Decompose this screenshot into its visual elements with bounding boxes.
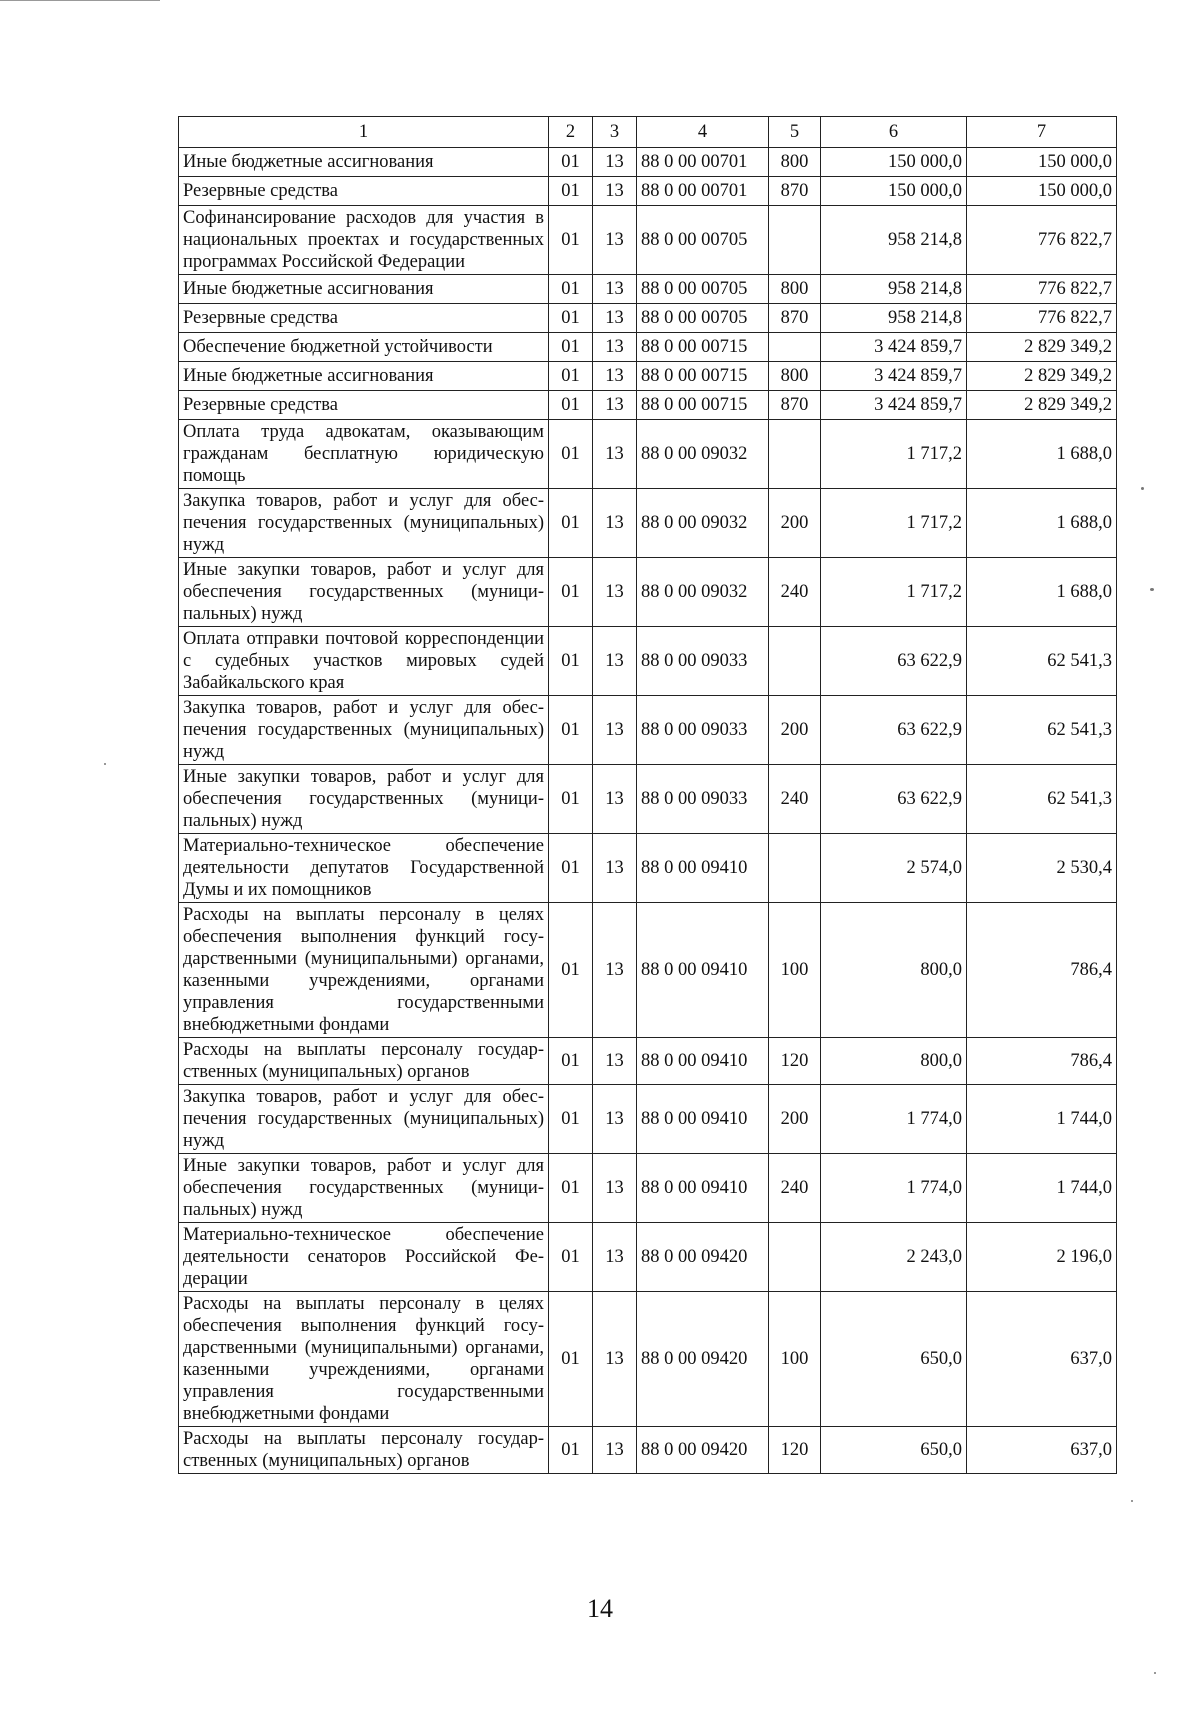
row-expense-type: 870 bbox=[769, 304, 821, 333]
row-amount-year2: 2 829 349,2 bbox=[967, 391, 1117, 420]
row-amount-year1: 800,0 bbox=[821, 903, 967, 1038]
row-name: Закупка товаров, работ и услуг для обеспечения государственных (муниципальных) нужд bbox=[179, 696, 549, 765]
table-row bbox=[179, 627, 1117, 696]
row-amount-year2: 62 541,3 bbox=[967, 627, 1117, 696]
row-amount-year2: 2 829 349,2 bbox=[967, 333, 1117, 362]
row-expense-type bbox=[769, 206, 821, 275]
row-section: 01 bbox=[549, 1427, 593, 1474]
table-row bbox=[179, 1223, 1117, 1292]
header-col-4: 4 bbox=[637, 117, 769, 148]
row-amount-year2: 2 530,4 bbox=[967, 834, 1117, 903]
row-amount-year1: 958 214,8 bbox=[821, 206, 967, 275]
row-section: 01 bbox=[549, 489, 593, 558]
scan-speck bbox=[104, 763, 106, 765]
table-row bbox=[179, 1085, 1117, 1154]
row-section: 01 bbox=[549, 1223, 593, 1292]
row-amount-year1: 800,0 bbox=[821, 1038, 967, 1085]
row-subsection: 13 bbox=[593, 362, 637, 391]
row-amount-year1: 3 424 859,7 bbox=[821, 391, 967, 420]
row-target-article: 88 0 00 09420 bbox=[637, 1292, 769, 1427]
row-name: Расходы на выплаты персоналу в целях обеспечения выполнения функций государственными (муниципальными) органами, казенными учреждениями, органами управления государственными внебюджетными фондами bbox=[179, 1292, 549, 1427]
row-subsection: 13 bbox=[593, 1427, 637, 1474]
table-row bbox=[179, 391, 1117, 420]
row-target-article: 88 0 00 00715 bbox=[637, 333, 769, 362]
row-target-article: 88 0 00 00705 bbox=[637, 206, 769, 275]
row-section: 01 bbox=[549, 206, 593, 275]
table-row bbox=[179, 333, 1117, 362]
row-expense-type bbox=[769, 333, 821, 362]
row-name: Софинансирование расходов для участия в национальных проектах и государственных программах Российской Федерации bbox=[179, 206, 549, 275]
row-subsection: 13 bbox=[593, 1292, 637, 1427]
row-name: Расходы на выплаты персоналу государственных (муниципальных) органов bbox=[179, 1427, 549, 1474]
row-expense-type bbox=[769, 1223, 821, 1292]
row-section: 01 bbox=[549, 1085, 593, 1154]
row-subsection: 13 bbox=[593, 1038, 637, 1085]
table-row bbox=[179, 148, 1117, 177]
scan-speck bbox=[1131, 1500, 1133, 1502]
row-name: Иные закупки товаров, работ и услуг для обеспечения государственных (муниципальных) нужд bbox=[179, 558, 549, 627]
row-section: 01 bbox=[549, 1038, 593, 1085]
row-name: Расходы на выплаты персоналу государственных (муниципальных) органов bbox=[179, 1038, 549, 1085]
row-amount-year2: 62 541,3 bbox=[967, 696, 1117, 765]
row-expense-type: 200 bbox=[769, 696, 821, 765]
row-section: 01 bbox=[549, 834, 593, 903]
header-col-2: 2 bbox=[549, 117, 593, 148]
row-section: 01 bbox=[549, 304, 593, 333]
table-row bbox=[179, 304, 1117, 333]
row-subsection: 13 bbox=[593, 627, 637, 696]
row-amount-year2: 2 196,0 bbox=[967, 1223, 1117, 1292]
row-amount-year1: 958 214,8 bbox=[821, 304, 967, 333]
row-target-article: 88 0 00 09032 bbox=[637, 489, 769, 558]
row-amount-year2: 637,0 bbox=[967, 1427, 1117, 1474]
header-col-5: 5 bbox=[769, 117, 821, 148]
row-name: Оплата отправки почтовой корреспонденции с судебных участков мировых судей Забайкальского края bbox=[179, 627, 549, 696]
row-name: Резервные средства bbox=[179, 304, 549, 333]
row-target-article: 88 0 00 09033 bbox=[637, 627, 769, 696]
row-target-article: 88 0 00 00715 bbox=[637, 362, 769, 391]
row-target-article: 88 0 00 09410 bbox=[637, 1038, 769, 1085]
row-target-article: 88 0 00 09032 bbox=[637, 420, 769, 489]
row-expense-type: 800 bbox=[769, 148, 821, 177]
table-row bbox=[179, 489, 1117, 558]
row-amount-year2: 1 688,0 bbox=[967, 558, 1117, 627]
row-name: Материально-техническое обеспечение деятельности депутатов Государственной Думы и их помощников bbox=[179, 834, 549, 903]
table-row bbox=[179, 834, 1117, 903]
row-expense-type bbox=[769, 420, 821, 489]
row-subsection: 13 bbox=[593, 206, 637, 275]
row-amount-year1: 150 000,0 bbox=[821, 177, 967, 206]
row-name: Иные закупки товаров, работ и услуг для обеспечения государственных (муниципальных) нужд bbox=[179, 765, 549, 834]
row-target-article: 88 0 00 00715 bbox=[637, 391, 769, 420]
row-amount-year1: 63 622,9 bbox=[821, 765, 967, 834]
row-name: Закупка товаров, работ и услуг для обеспечения государственных (муниципальных) нужд bbox=[179, 1085, 549, 1154]
row-amount-year1: 958 214,8 bbox=[821, 275, 967, 304]
row-subsection: 13 bbox=[593, 1154, 637, 1223]
row-amount-year2: 776 822,7 bbox=[967, 206, 1117, 275]
table-row bbox=[179, 1154, 1117, 1223]
row-expense-type: 800 bbox=[769, 275, 821, 304]
row-target-article: 88 0 00 09410 bbox=[637, 1154, 769, 1223]
table-row bbox=[179, 558, 1117, 627]
row-target-article: 88 0 00 09033 bbox=[637, 696, 769, 765]
row-target-article: 88 0 00 00705 bbox=[637, 275, 769, 304]
row-subsection: 13 bbox=[593, 391, 637, 420]
row-section: 01 bbox=[549, 362, 593, 391]
row-expense-type: 240 bbox=[769, 765, 821, 834]
row-amount-year2: 2 829 349,2 bbox=[967, 362, 1117, 391]
table-row bbox=[179, 903, 1117, 1038]
table-row bbox=[179, 275, 1117, 304]
row-subsection: 13 bbox=[593, 148, 637, 177]
row-amount-year2: 776 822,7 bbox=[967, 275, 1117, 304]
table-body bbox=[179, 148, 1117, 1474]
row-amount-year1: 2 243,0 bbox=[821, 1223, 967, 1292]
row-subsection: 13 bbox=[593, 275, 637, 304]
row-expense-type: 100 bbox=[769, 1292, 821, 1427]
row-subsection: 13 bbox=[593, 1223, 637, 1292]
row-subsection: 13 bbox=[593, 489, 637, 558]
row-amount-year1: 2 574,0 bbox=[821, 834, 967, 903]
row-expense-type: 120 bbox=[769, 1038, 821, 1085]
budget-table bbox=[178, 116, 1117, 1474]
row-amount-year2: 1 744,0 bbox=[967, 1085, 1117, 1154]
row-expense-type: 800 bbox=[769, 362, 821, 391]
row-amount-year2: 150 000,0 bbox=[967, 148, 1117, 177]
scan-speck bbox=[1141, 487, 1144, 490]
row-amount-year1: 1 774,0 bbox=[821, 1154, 967, 1223]
row-name: Резервные средства bbox=[179, 177, 549, 206]
row-section: 01 bbox=[549, 1154, 593, 1223]
row-name: Резервные средства bbox=[179, 391, 549, 420]
table-row bbox=[179, 765, 1117, 834]
row-target-article: 88 0 00 00701 bbox=[637, 148, 769, 177]
row-amount-year2: 786,4 bbox=[967, 903, 1117, 1038]
table-row bbox=[179, 206, 1117, 275]
row-expense-type: 240 bbox=[769, 1154, 821, 1223]
row-target-article: 88 0 00 09410 bbox=[637, 903, 769, 1038]
header-col-1: 1 bbox=[179, 117, 549, 148]
header-col-3: 3 bbox=[593, 117, 637, 148]
row-section: 01 bbox=[549, 558, 593, 627]
table-row bbox=[179, 1427, 1117, 1474]
row-subsection: 13 bbox=[593, 333, 637, 362]
row-amount-year2: 786,4 bbox=[967, 1038, 1117, 1085]
budget-table-container bbox=[178, 116, 1116, 1474]
row-name: Материально-техническое обеспечение деятельности сенаторов Российской Федерации bbox=[179, 1223, 549, 1292]
row-amount-year1: 1 774,0 bbox=[821, 1085, 967, 1154]
row-amount-year2: 776 822,7 bbox=[967, 304, 1117, 333]
table-row bbox=[179, 420, 1117, 489]
scan-speck bbox=[1154, 1672, 1156, 1674]
row-section: 01 bbox=[549, 765, 593, 834]
row-subsection: 13 bbox=[593, 903, 637, 1038]
row-expense-type: 240 bbox=[769, 558, 821, 627]
row-subsection: 13 bbox=[593, 696, 637, 765]
row-section: 01 bbox=[549, 275, 593, 304]
row-section: 01 bbox=[549, 903, 593, 1038]
row-amount-year1: 3 424 859,7 bbox=[821, 333, 967, 362]
table-row bbox=[179, 177, 1117, 206]
row-amount-year1: 63 622,9 bbox=[821, 627, 967, 696]
row-section: 01 bbox=[549, 333, 593, 362]
row-name: Иные бюджетные ассигнования bbox=[179, 362, 549, 391]
row-target-article: 88 0 00 09420 bbox=[637, 1223, 769, 1292]
row-section: 01 bbox=[549, 177, 593, 206]
row-amount-year1: 150 000,0 bbox=[821, 148, 967, 177]
row-amount-year2: 1 688,0 bbox=[967, 420, 1117, 489]
row-target-article: 88 0 00 00701 bbox=[637, 177, 769, 206]
row-section: 01 bbox=[549, 696, 593, 765]
row-target-article: 88 0 00 09032 bbox=[637, 558, 769, 627]
row-target-article: 88 0 00 00705 bbox=[637, 304, 769, 333]
row-name: Иные закупки товаров, работ и услуг для обеспечения государственных (муниципальных) нужд bbox=[179, 1154, 549, 1223]
row-amount-year2: 1 688,0 bbox=[967, 489, 1117, 558]
row-target-article: 88 0 00 09033 bbox=[637, 765, 769, 834]
scan-speck bbox=[1150, 588, 1154, 591]
row-target-article: 88 0 00 09410 bbox=[637, 834, 769, 903]
row-amount-year2: 150 000,0 bbox=[967, 177, 1117, 206]
row-section: 01 bbox=[549, 148, 593, 177]
row-amount-year1: 650,0 bbox=[821, 1292, 967, 1427]
row-expense-type: 200 bbox=[769, 1085, 821, 1154]
row-expense-type: 200 bbox=[769, 489, 821, 558]
row-subsection: 13 bbox=[593, 420, 637, 489]
table-header-row bbox=[179, 117, 1117, 148]
row-amount-year1: 1 717,2 bbox=[821, 489, 967, 558]
row-amount-year1: 1 717,2 bbox=[821, 558, 967, 627]
row-expense-type: 870 bbox=[769, 177, 821, 206]
row-name: Закупка товаров, работ и услуг для обеспечения государственных (муниципальных) нужд bbox=[179, 489, 549, 558]
row-section: 01 bbox=[549, 1292, 593, 1427]
row-subsection: 13 bbox=[593, 177, 637, 206]
row-subsection: 13 bbox=[593, 834, 637, 903]
table-row bbox=[179, 696, 1117, 765]
page-number: 14 bbox=[587, 1594, 613, 1623]
header-col-6: 6 bbox=[821, 117, 967, 148]
table-row bbox=[179, 1292, 1117, 1427]
row-subsection: 13 bbox=[593, 1085, 637, 1154]
row-expense-type bbox=[769, 627, 821, 696]
row-subsection: 13 bbox=[593, 558, 637, 627]
row-amount-year2: 637,0 bbox=[967, 1292, 1117, 1427]
row-subsection: 13 bbox=[593, 304, 637, 333]
table-row bbox=[179, 362, 1117, 391]
row-amount-year2: 62 541,3 bbox=[967, 765, 1117, 834]
row-section: 01 bbox=[549, 627, 593, 696]
row-target-article: 88 0 00 09410 bbox=[637, 1085, 769, 1154]
row-section: 01 bbox=[549, 420, 593, 489]
header-col-7: 7 bbox=[967, 117, 1117, 148]
row-amount-year1: 3 424 859,7 bbox=[821, 362, 967, 391]
row-expense-type: 120 bbox=[769, 1427, 821, 1474]
scan-edge-mark bbox=[0, 0, 160, 1]
row-expense-type: 870 bbox=[769, 391, 821, 420]
row-amount-year2: 1 744,0 bbox=[967, 1154, 1117, 1223]
row-amount-year1: 1 717,2 bbox=[821, 420, 967, 489]
row-name: Оплата труда адвокатам, оказывающим гражданам бесплатную юридическую помощь bbox=[179, 420, 549, 489]
row-name: Расходы на выплаты персоналу в целях обеспечения выполнения функций государственными (муниципальными) органами, казенными учреждениями, органами управления государственными внебюджетными фондами bbox=[179, 903, 549, 1038]
table-row bbox=[179, 1038, 1117, 1085]
row-expense-type bbox=[769, 834, 821, 903]
row-amount-year1: 63 622,9 bbox=[821, 696, 967, 765]
row-target-article: 88 0 00 09420 bbox=[637, 1427, 769, 1474]
row-amount-year1: 650,0 bbox=[821, 1427, 967, 1474]
row-section: 01 bbox=[549, 391, 593, 420]
row-expense-type: 100 bbox=[769, 903, 821, 1038]
row-name: Обеспечение бюджетной устойчивости bbox=[179, 333, 549, 362]
row-name: Иные бюджетные ассигнования bbox=[179, 275, 549, 304]
row-subsection: 13 bbox=[593, 765, 637, 834]
row-name: Иные бюджетные ассигнования bbox=[179, 148, 549, 177]
